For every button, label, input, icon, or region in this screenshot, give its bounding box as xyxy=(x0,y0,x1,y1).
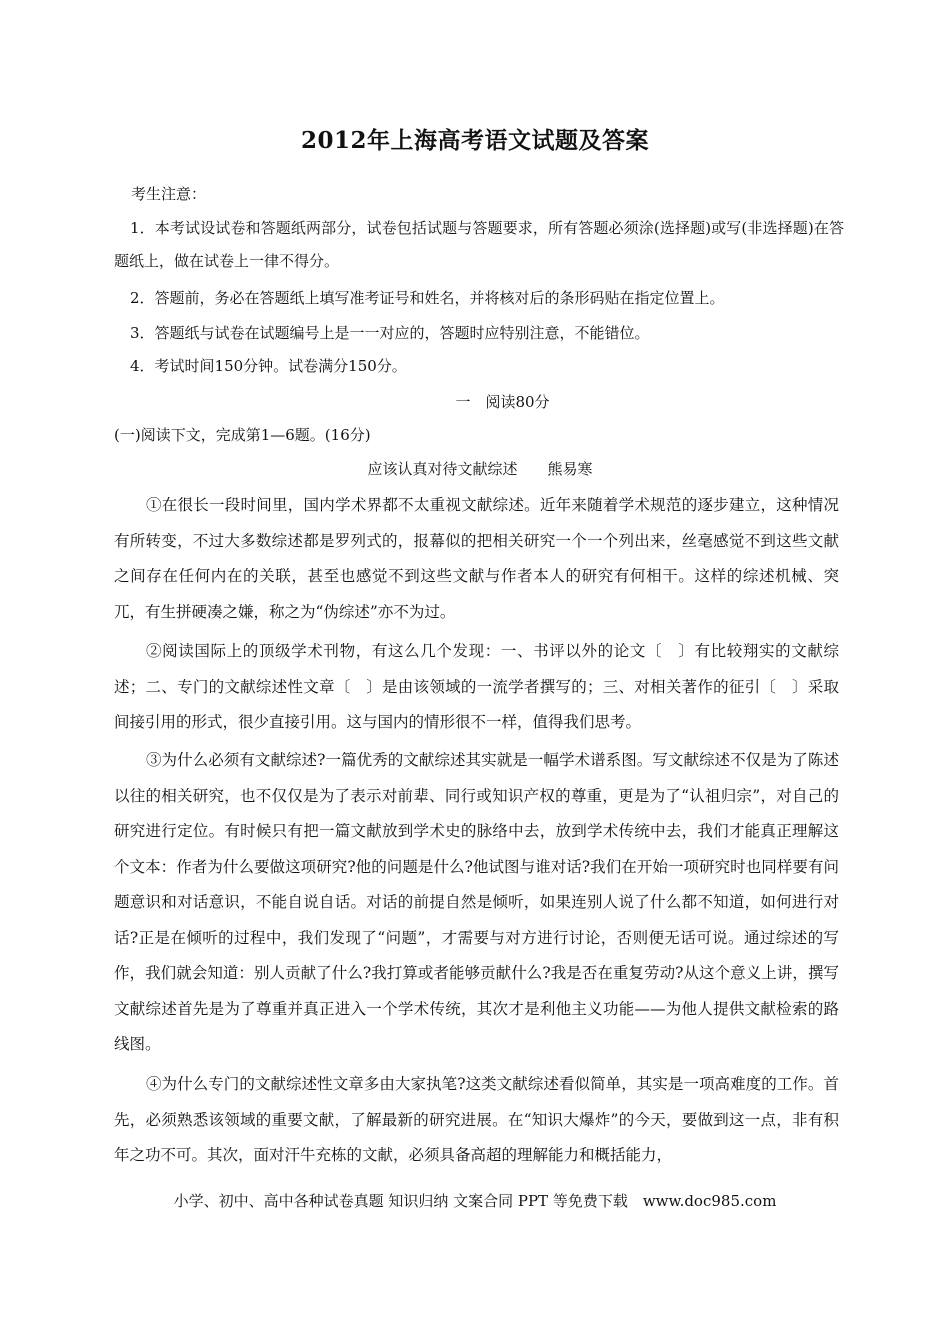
page-footer: 小学、初中、高中各种试卷真题 知识归纳 文案合同 PPT 等免费下载 www.doc985.com xyxy=(173,1192,777,1210)
article-paragraph: ②阅读国际上的顶级学术刊物，有这么几个发现：一、书评以外的论文〔 〕有比较翔实的文献综述；二、专门的文献综述性文章〔 〕是由该领域的一流学者撰写的；三、对相关著作的征引〔 〕采取间接引用的形式，很少直接引用。这与国内的情形很不一样，值得我们思考。 xyxy=(114,642,839,731)
document-title: 2012年上海高考语文试题及答案 xyxy=(300,127,649,154)
rule-item: 2．答题前，务必在答题纸上填写准考证号和姓名，并将核对后的条形码贴在指定位置上。 xyxy=(130,289,725,307)
article-title: 应该认真对待文献综述 熊易寒 xyxy=(367,460,593,478)
article-paragraph: ③为什么必须有文献综述?一篇优秀的文献综述其实就是一幅学术谱系图。写文献综述不仅是为了陈述以往的相关研究，也不仅仅是为了表示对前辈、同行或知识产权的尊重，更是为了“认祖归宗”，对自己的研究进行定位。有时候只有把一篇文献放到学术史的脉络中去，放到学术传统中去，我们才能真正理解这个文本：作者为什么要做这项研究?他的问题是什么?他试图与谁对话?我们在开始一项研究时也同样要有问题意识和对话意识，不能自说自话。对话的前提自然是倾听，如果连别人说了什么都不知道，如何进行对话?正是在倾听的过程中，我们发现了“问题”，才需要与对方进行讨论，否则便无话可说。通过综述的写作，我们就会知道：别人贡献了什么?我打算或者能够贡献什么?我是否在重复劳动?从这个意义上讲，撰写文献综述首先是为了尊重并真正进入一个学术传统，其次才是利他主义功能——为他人提供文献检索的路线图。 xyxy=(114,751,839,1053)
rule-item: 3．答题纸与试卷在试题编号上是一一对应的，答题时应特别注意，不能错位。 xyxy=(130,324,650,342)
article-paragraph: ④为什么专门的文献综述性文章多由大家执笔?这类文献综述看似简单，其实是一项高难度的工作。首先，必须熟悉该领域的重要文献，了解最新的研究进展。在“知识大爆炸”的今天，要做到这一点，非有积年之功不可。其次，面对汗牛充栋的文献，必须具备高超的理解能力和概括能力， xyxy=(114,1075,839,1164)
article-paragraph: ①在很长一段时间里，国内学术界都不太重视文献综述。近年来随着学术规范的逐步建立，这种情况有所转变，不过大多数综述都是罗列式的，报幕似的把相关研究一个一个列出来，丝毫感觉不到这些文献之间存在任何内在的关联，甚至也感觉不到这些文献与作者本人的研究有何相干。这样的综述机械、突兀，有生拼硬凑之嫌，称之为“伪综述”亦不为过。 xyxy=(114,496,839,621)
reading-instruction: (一)阅读下文，完成第1—6题。(16分) xyxy=(114,426,371,444)
rule-item: 4．考试时间150分钟。试卷满分150分。 xyxy=(130,357,407,375)
rule-item: 1．本考试设试卷和答题纸两部分，试卷包括试题与答题要求，所有答题必须涂(选择题)或写(非选择题)在答题纸上，做在试卷上一律不得分。 xyxy=(114,219,844,270)
section-heading: 一 阅读80分 xyxy=(455,393,550,411)
notice-heading: 考生注意： xyxy=(131,185,207,203)
